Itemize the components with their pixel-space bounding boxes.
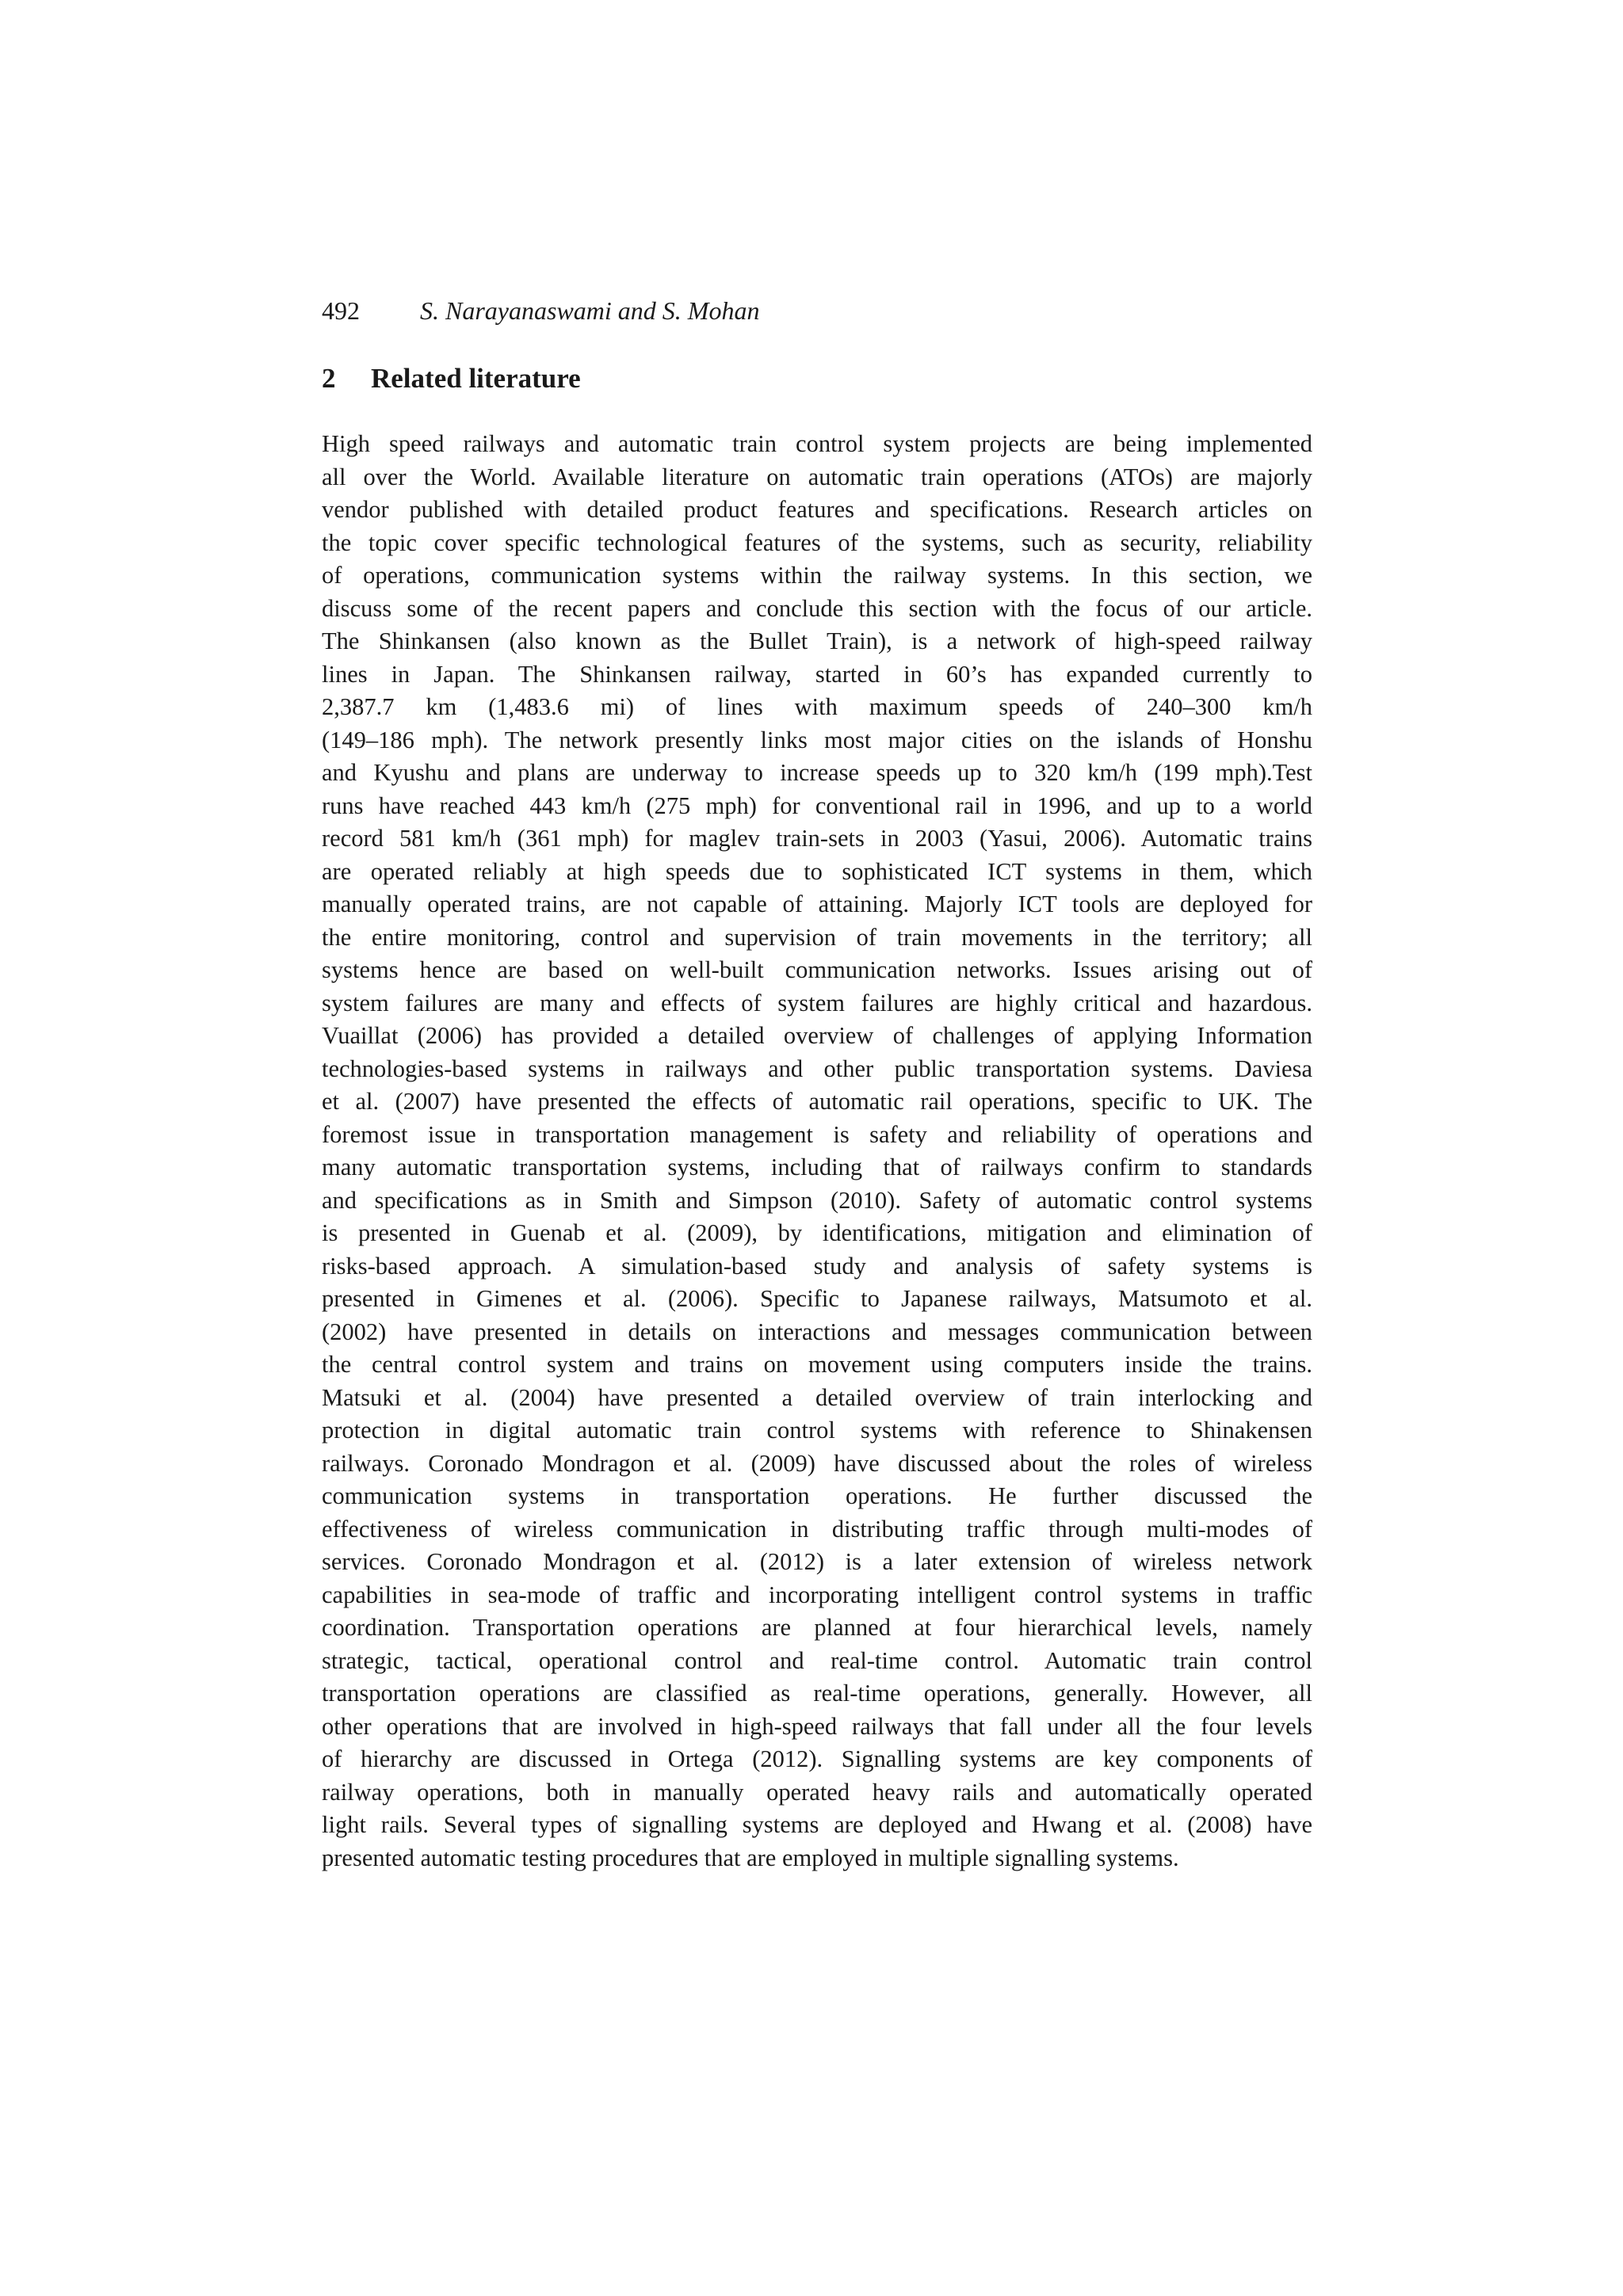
paragraph-line: of hierarchy are discussed in Ortega (2012). Signalling systems are key components of: [322, 1745, 1312, 1772]
paragraph-line: the entire monitoring, control and supervision of train movements in the territory; all: [322, 923, 1312, 951]
paragraph-line: capabilities in sea-mode of traffic and incorporating intelligent control systems in traffic: [322, 1581, 1312, 1608]
paragraph-line: coordination. Transportation operations are planned at four hierarchical levels, namely: [322, 1614, 1312, 1641]
paragraph-line: the central control system and trains on movement using computers inside the trains.: [322, 1351, 1312, 1378]
paragraph-line: High speed railways and automatic train control system projects are being implemented: [322, 430, 1312, 457]
paragraph-line: other operations that are involved in high-speed railways that fall under all the four levels: [322, 1712, 1312, 1740]
paragraph-line: the topic cover specific technological features of the systems, such as security, reliability: [322, 528, 1312, 556]
paragraph-line: all over the World. Available literature on automatic train operations (ATOs) are majorly: [322, 463, 1312, 490]
section-heading: [322, 360, 1312, 398]
paragraph-line: manually operated trains, are not capable of attaining. Majorly ICT tools are deployed for: [322, 891, 1312, 917]
paragraph-line: many automatic transportation systems, including that of railways confirm to standards: [322, 1154, 1312, 1180]
paragraph-line: lines in Japan. The Shinkansen railway, started in 60’s has expanded currently to: [322, 660, 1312, 688]
paragraph-line: of operations, communication systems within the railway systems. In this section, we: [322, 562, 1312, 589]
paragraph-line: is presented in Guenab et al. (2009), by identifications, mitigation and elimination of: [322, 1219, 1312, 1246]
paragraph-line: runs have reached 443 km/h (275 mph) for conventional rail in 1996, and up to a world: [322, 791, 1312, 819]
paragraph-line: The Shinkansen (also known as the Bullet Train), is a network of high-speed railway: [322, 627, 1312, 654]
page-number: 492: [322, 296, 360, 325]
paragraph-line: presented in Gimenes et al. (2006). Specific to Japanese railways, Matsumoto et al.: [322, 1285, 1312, 1312]
paragraph-line: technologies-based systems in railways and other public transportation systems. Daviesa: [322, 1055, 1312, 1082]
paragraph-line: and specifications as in Smith and Simpson (2010). Safety of automatic control systems: [322, 1186, 1312, 1214]
paragraph-line: Matsuki et al. (2004) have presented a detailed overview of train interlocking and: [322, 1383, 1312, 1411]
paragraph-line: presented automatic testing procedures that are employed in multiple signalling systems.: [322, 1844, 1179, 1871]
paragraph-line: protection in digital automatic train control systems with reference to Shinakensen: [322, 1417, 1312, 1444]
paragraph-line: risks-based approach. A simulation-based study and analysis of safety systems is: [322, 1252, 1312, 1280]
paragraph-line: are operated reliably at high speeds due to sophisticated ICT systems in them, which: [322, 857, 1312, 885]
paragraph-line: railways. Coronado Mondragon et al. (2009) have discussed about the roles of wireless: [322, 1449, 1312, 1477]
paragraph-line: light rails. Several types of signalling systems are deployed and Hwang et al. (2008) have: [322, 1811, 1312, 1838]
paragraph-line: systems hence are based on well-built communication networks. Issues arising out of: [322, 956, 1312, 983]
paragraph-line: strategic, tactical, operational control and real-time control. Automatic train control: [322, 1646, 1312, 1674]
paragraph-line: foremost issue in transportation management is safety and reliability of operations and: [322, 1120, 1312, 1148]
paragraph-line: et al. (2007) have presented the effects of automatic rail operations, specific to UK. The: [322, 1088, 1312, 1115]
paragraph-line: railway operations, both in manually operated heavy rails and automatically operated: [322, 1778, 1312, 1806]
paragraph-line: (149–186 mph). The network presently links most major cities on the islands of Honshu: [322, 726, 1312, 753]
paragraph-line: and Kyushu and plans are underway to increase speeds up to 320 km/h (199 mph).Test: [322, 759, 1312, 786]
paragraph-line: transportation operations are classified as real-time operations, generally. However, all: [322, 1680, 1312, 1707]
paragraph-line: vendor published with detailed product features and specifications. Research articles on: [322, 496, 1312, 523]
paragraph-line: (2002) have presented in details on interactions and messages communication between: [322, 1318, 1312, 1345]
paragraph-line: effectiveness of wireless communication in distributing traffic through multi-modes of: [322, 1515, 1312, 1543]
body-paragraph: [322, 428, 1312, 1875]
paragraph-line: communication systems in transportation operations. He further discussed the: [322, 1482, 1312, 1509]
paragraph-line: system failures are many and effects of system failures are highly critical and hazardous.: [322, 989, 1312, 1016]
paragraph-line: discuss some of the recent papers and conclude this section with the focus of our article.: [322, 594, 1312, 622]
running-head: [322, 293, 1312, 328]
section-number: 2: [322, 363, 336, 394]
paragraph-line: 2,387.7 km (1,483.6 mi) of lines with maximum speeds of 240–300 km/h: [322, 693, 1312, 720]
paragraph-line: services. Coronado Mondragon et al. (2012) is a later extension of wireless network: [322, 1548, 1312, 1575]
paragraph-line: Vuaillat (2006) has provided a detailed overview of challenges of applying Information: [322, 1022, 1312, 1049]
paragraph-line: record 581 km/h (361 mph) for maglev train-sets in 2003 (Yasui, 2006). Automatic trains: [322, 825, 1312, 852]
running-head-authors: S. Narayanaswami and S. Mohan: [420, 296, 760, 325]
section-title: Related literature: [371, 363, 581, 394]
